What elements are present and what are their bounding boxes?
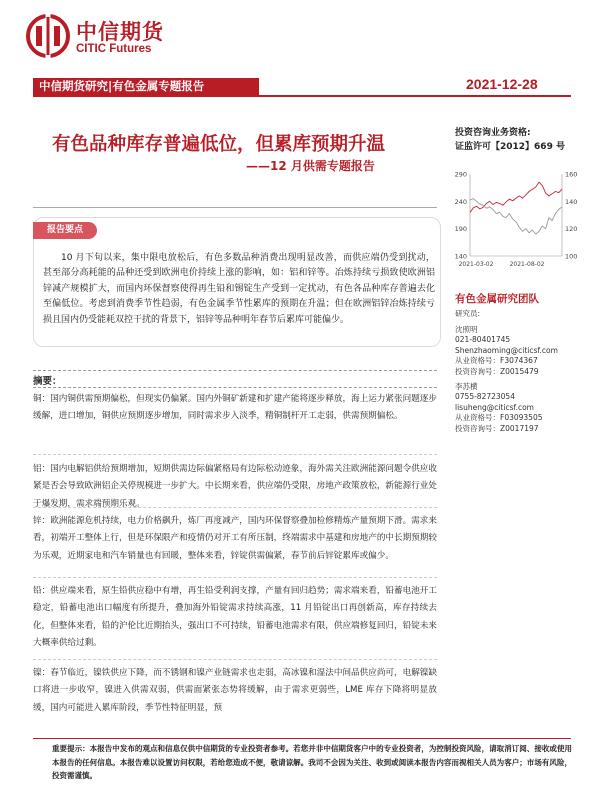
- paragraph-divider: [33, 507, 437, 508]
- abstract-aluminum: 铝：国内电解铝供给预期增加，短期供需边际偏紧格局有边际松动迹象，海外需关注欧洲能源问题令供应收紧是否会导致欧洲铝企关停规模进一步扩大。中长期来看，供应端仍受限，房地产政策放松，新能源行业处于爆发期，需求端预期乐观。: [33, 464, 437, 509]
- abstract-lead: 铅：供应端来看，原生铅供应稳中有增，再生铅受利润支撑，产量有回归趋势；需求端来看，铅蓄电池开工稳定，铅蓄电池出口幅度有所提升，叠加海外铅锭需求持续高涨，11 月铅锭出口再创新高，库存持续去化，但整体来看，铅的沪伦比近期抬头，强出口不可持续，铅蓄电池需求有限，供应端修复回归，铅锭未来大概率供给过剩。: [33, 586, 437, 648]
- brand-name-cn: 中信期货: [76, 20, 164, 44]
- paragraph-divider: [33, 659, 437, 660]
- price-trend-chart: [450, 166, 586, 278]
- research-team-title: 有色金属研究团队: [455, 293, 539, 305]
- analyst-license-a: 从业资格号：F03093505: [455, 413, 543, 423]
- analyst-card: [455, 382, 543, 434]
- license-info: [455, 126, 565, 154]
- analyst-license-b: 投资咨询号：Z0015479: [455, 366, 539, 376]
- paragraph-divider: [33, 454, 437, 455]
- summary-tag: 报告要点: [33, 222, 97, 239]
- researcher-label: 研究员:: [455, 309, 481, 318]
- abstract-divider-bottom: [33, 387, 437, 388]
- abstract-zinc: 锌：欧洲能源危机持续，电力价格飙升，炼厂再度减产，国内环保督察叠加检修精炼产量预期下滑。需求来看，初端开工整体上行，但是环保限产和疫情仍对开工有所压制，终端需求中基建和房地产的中长期预期较为乐观，近期家电和汽车销量也有回暖，整体来看，锌锭供需偏紧，春节前后锌锭累库或偏少。: [33, 516, 437, 561]
- brand-name-en: CITIC Futures: [76, 43, 152, 55]
- report-subtitle: ——12 月供需专题报告: [246, 159, 375, 173]
- header-divider: [33, 95, 571, 97]
- report-date: 2021-12-28: [466, 76, 538, 92]
- analyst-license-b: 投资咨询号：Z0017197: [455, 423, 539, 433]
- chart-y-left-tick: 240: [454, 197, 467, 206]
- citic-logo-icon: [26, 14, 70, 58]
- chart-y-right-tick: 140: [565, 197, 578, 206]
- chart-series-red: [470, 182, 562, 212]
- analyst-name: 李苏横: [455, 382, 478, 391]
- title-divider: [33, 207, 437, 208]
- paragraph-divider: [33, 577, 437, 578]
- abstract-divider-top: [33, 370, 437, 371]
- license-line-1: 投资咨询业务资格:: [455, 128, 531, 138]
- disclaimer-divider: [33, 738, 571, 739]
- summary-text: 10 月下旬以来，集中限电放松后，有色多数品种消费出现明显改善，而供应端仍受到扰动，甚至部分高耗能的品种还受到欧洲电价持续上涨的影响，如：铝和锌等。冶炼持续亏损致使欧洲铝锌减产规模扩大，而国内环保督察使得再生铅和锡锭生产受到一定扰动，有色各品种库存普遍去化至偏低位。考虑到消费季节性趋弱，有色金属季节性累库的预期在升温；但在欧洲铝锌冶炼持续亏损且国内仍受能耗双控干扰的背景下，铝锌等品种明年春节后累库可能偏少。: [43, 253, 435, 325]
- chart-y-right-tick: 100: [565, 252, 578, 261]
- analyst-email[interactable]: Shenzhaoming@citicsf.com: [455, 345, 558, 355]
- license-line-2: 证监许可【2012】669 号: [455, 142, 565, 152]
- company-logo: [26, 14, 176, 62]
- disclaimer-text: 重要提示：本报告中发布的观点和信息仅供中信期货的专业投资者参考。若您并非中信期货客户中的专业投资者，为控制投资风险，请取消订阅、接收或使用本报告的任何信息。本报告难以设置访问权限，若给您造成不便，敬请谅解。我司不会因为关注、收到或阅读本报告内容而视相关人员为客户；市场有风险，投资需谨慎。: [52, 744, 572, 780]
- abstract-copper: 铜：国内铜供需预期偏松，但现实仍偏紧。国内外铜矿新建和扩建产能将逐步释放，海上运力紧张问题逐步缓解，进口增加，铜供应预期逐步增加，同时需求步入淡季，精铜制杆开工走弱，供需预期偏松。: [33, 394, 437, 422]
- abstract-title: 摘要：: [33, 376, 62, 387]
- analyst-email[interactable]: lisuheng@citicsf.com: [455, 402, 534, 412]
- chart-series-gray: [470, 199, 562, 235]
- analyst-card: [455, 325, 558, 377]
- analyst-name: 沈照明: [455, 325, 478, 334]
- analyst-phone: 021-80401745: [455, 335, 511, 345]
- analyst-phone: 0755-82723054: [455, 392, 515, 402]
- chart-x-tick: 2021-08-02: [509, 261, 545, 268]
- chart-x-tick: 2021-03-02: [458, 261, 494, 268]
- report-title: 有色品种库存普遍低位，但累库预期升温: [52, 134, 386, 155]
- chart-y-left-tick: 140: [454, 252, 467, 261]
- report-category-band: 中信期货研究|有色金属专题报告: [33, 78, 259, 95]
- analyst-license-a: 从业资格号：F3074367: [455, 356, 538, 366]
- chart-y-left-tick: 190: [454, 225, 467, 234]
- chart-y-left-tick: 290: [454, 170, 467, 179]
- chart-y-right-tick: 160: [565, 170, 578, 179]
- chart-y-right-tick: 120: [565, 225, 578, 234]
- abstract-nickel: 镍：春节临近，镍铁供应下降，而不锈钢和镍产业链需求也走弱，高冰镍和湿法中间品供应尚可，电解镍缺口将进一步收窄，镍进入供需双弱，供需面紧张态势将缓解，由于需求更弱些，LME 库存下降将明显放缓，国内可能进入累库阶段，季节性特征明显，预: [33, 668, 437, 713]
